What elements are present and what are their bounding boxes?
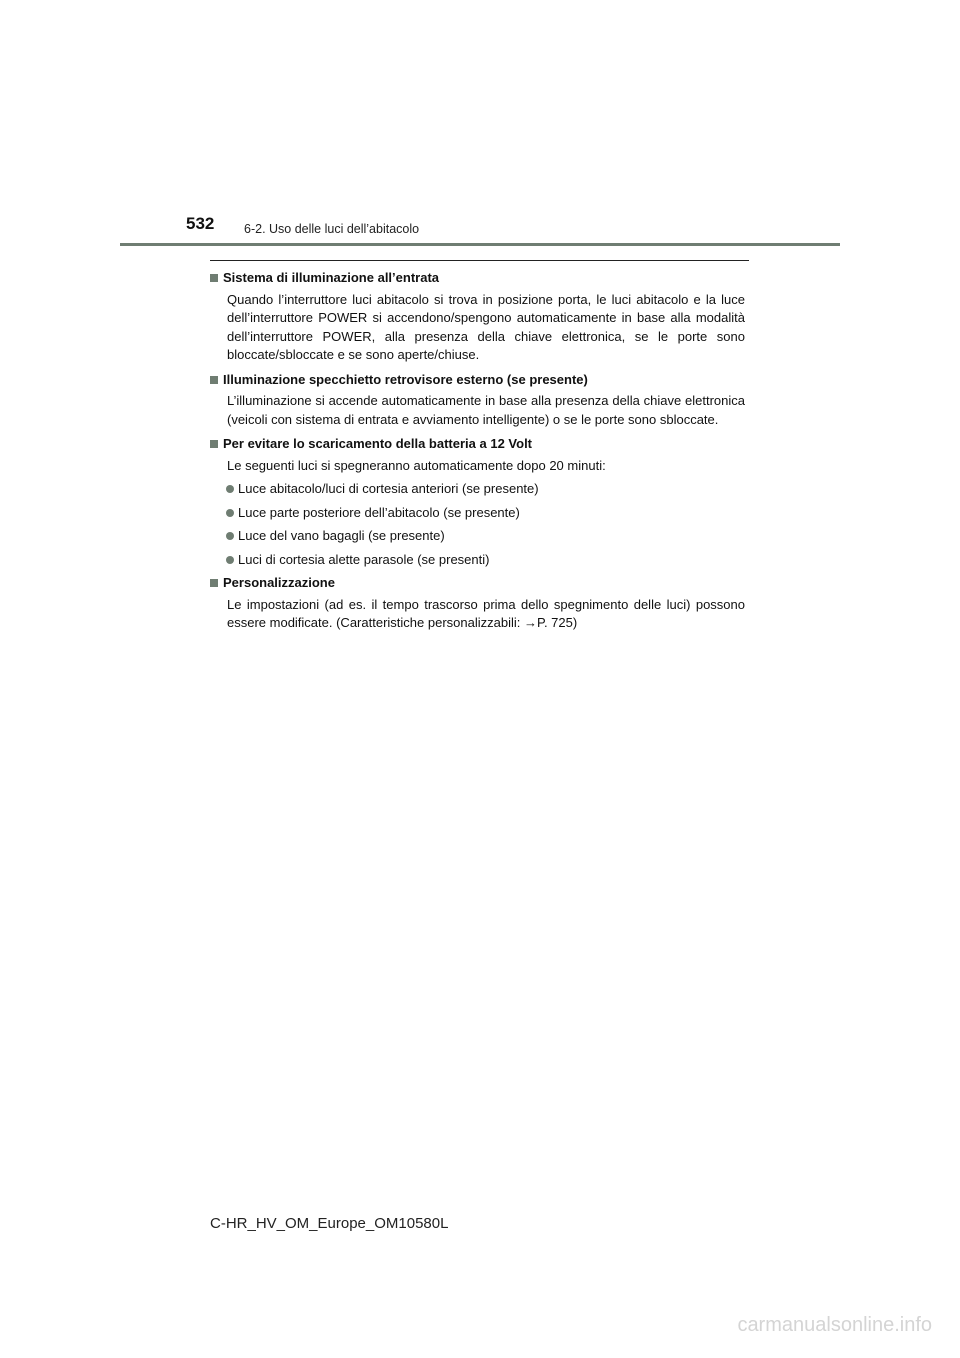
section-entry-lighting (210, 269, 745, 365)
section-heading (210, 435, 745, 454)
list-item-text: Luce parte posteriore dell’abitacolo (se presente) (238, 504, 520, 520)
section-heading (210, 269, 745, 288)
section-heading (210, 371, 745, 390)
watermark: carmanualsonline.info (737, 1314, 932, 1336)
document-code: C-HR_HV_OM_Europe_OM10580L (210, 1215, 449, 1232)
list-item (210, 527, 745, 546)
section-paragraph: Le seguenti luci si spegneranno automaticamente dopo 20 minuti: (227, 457, 606, 473)
square-bullet-icon (210, 579, 218, 587)
round-bullet-icon (226, 556, 234, 564)
heading-text: Per evitare lo scaricamento della batteria a 12 Volt (223, 436, 533, 451)
square-bullet-icon (210, 440, 218, 448)
heading-text: Sistema di illuminazione all’entrata (223, 270, 440, 285)
list-item-text: Luci di cortesia alette parasole (se presenti) (238, 551, 490, 567)
square-bullet-icon (210, 376, 218, 384)
section-battery-saver (210, 435, 745, 569)
list-item (210, 480, 745, 499)
round-bullet-icon (226, 532, 234, 540)
section-paragraph: L’illuminazione si accende automaticamente in base alla presenza della chiave elettronica (veicoli con sistema di entrata e avviamento intelligente) o se le porte sono sbloccate. (227, 393, 745, 427)
square-bullet-icon (210, 274, 218, 282)
list-item-text: Luce abitacolo/luci di cortesia anteriori (se presente) (238, 481, 539, 496)
section-paragraph: Le impostazioni (ad es. il tempo trascorso prima dello spegnimento delle luci) possono essere modificate. (Caratteristiche personalizzabili: →P. 725) (227, 596, 745, 630)
section-heading (210, 574, 745, 593)
list-item (210, 504, 745, 523)
list-item (210, 551, 745, 570)
heading-text: Illuminazione specchietto retrovisore esterno (se presente) (223, 371, 588, 387)
heading-text: Personalizzazione (223, 575, 335, 590)
section-title: 6-2. Uso delle luci dell’abitacolo (244, 222, 420, 236)
list-item-text: Luce del vano bagagli (se presente) (238, 528, 445, 543)
round-bullet-icon (226, 485, 234, 493)
page-content (210, 269, 745, 637)
header-rule (120, 243, 840, 246)
section-paragraph: Quando l’interruttore luci abitacolo si trova in posizione porta, le luci abitacolo e la luce dell’interruttore POWER si accendono/spengono automaticamente in base alla modalità dell’interruttore POWER, alla presenza della chiave elettronica, se le porte sono bloccate/sbloccate e se sono aperte/chiuse. (227, 291, 745, 362)
section-mirror-lighting (210, 371, 745, 430)
content-top-rule (210, 260, 749, 261)
section-customization (210, 574, 745, 633)
page-number: 532 (186, 214, 215, 233)
round-bullet-icon (226, 509, 234, 517)
